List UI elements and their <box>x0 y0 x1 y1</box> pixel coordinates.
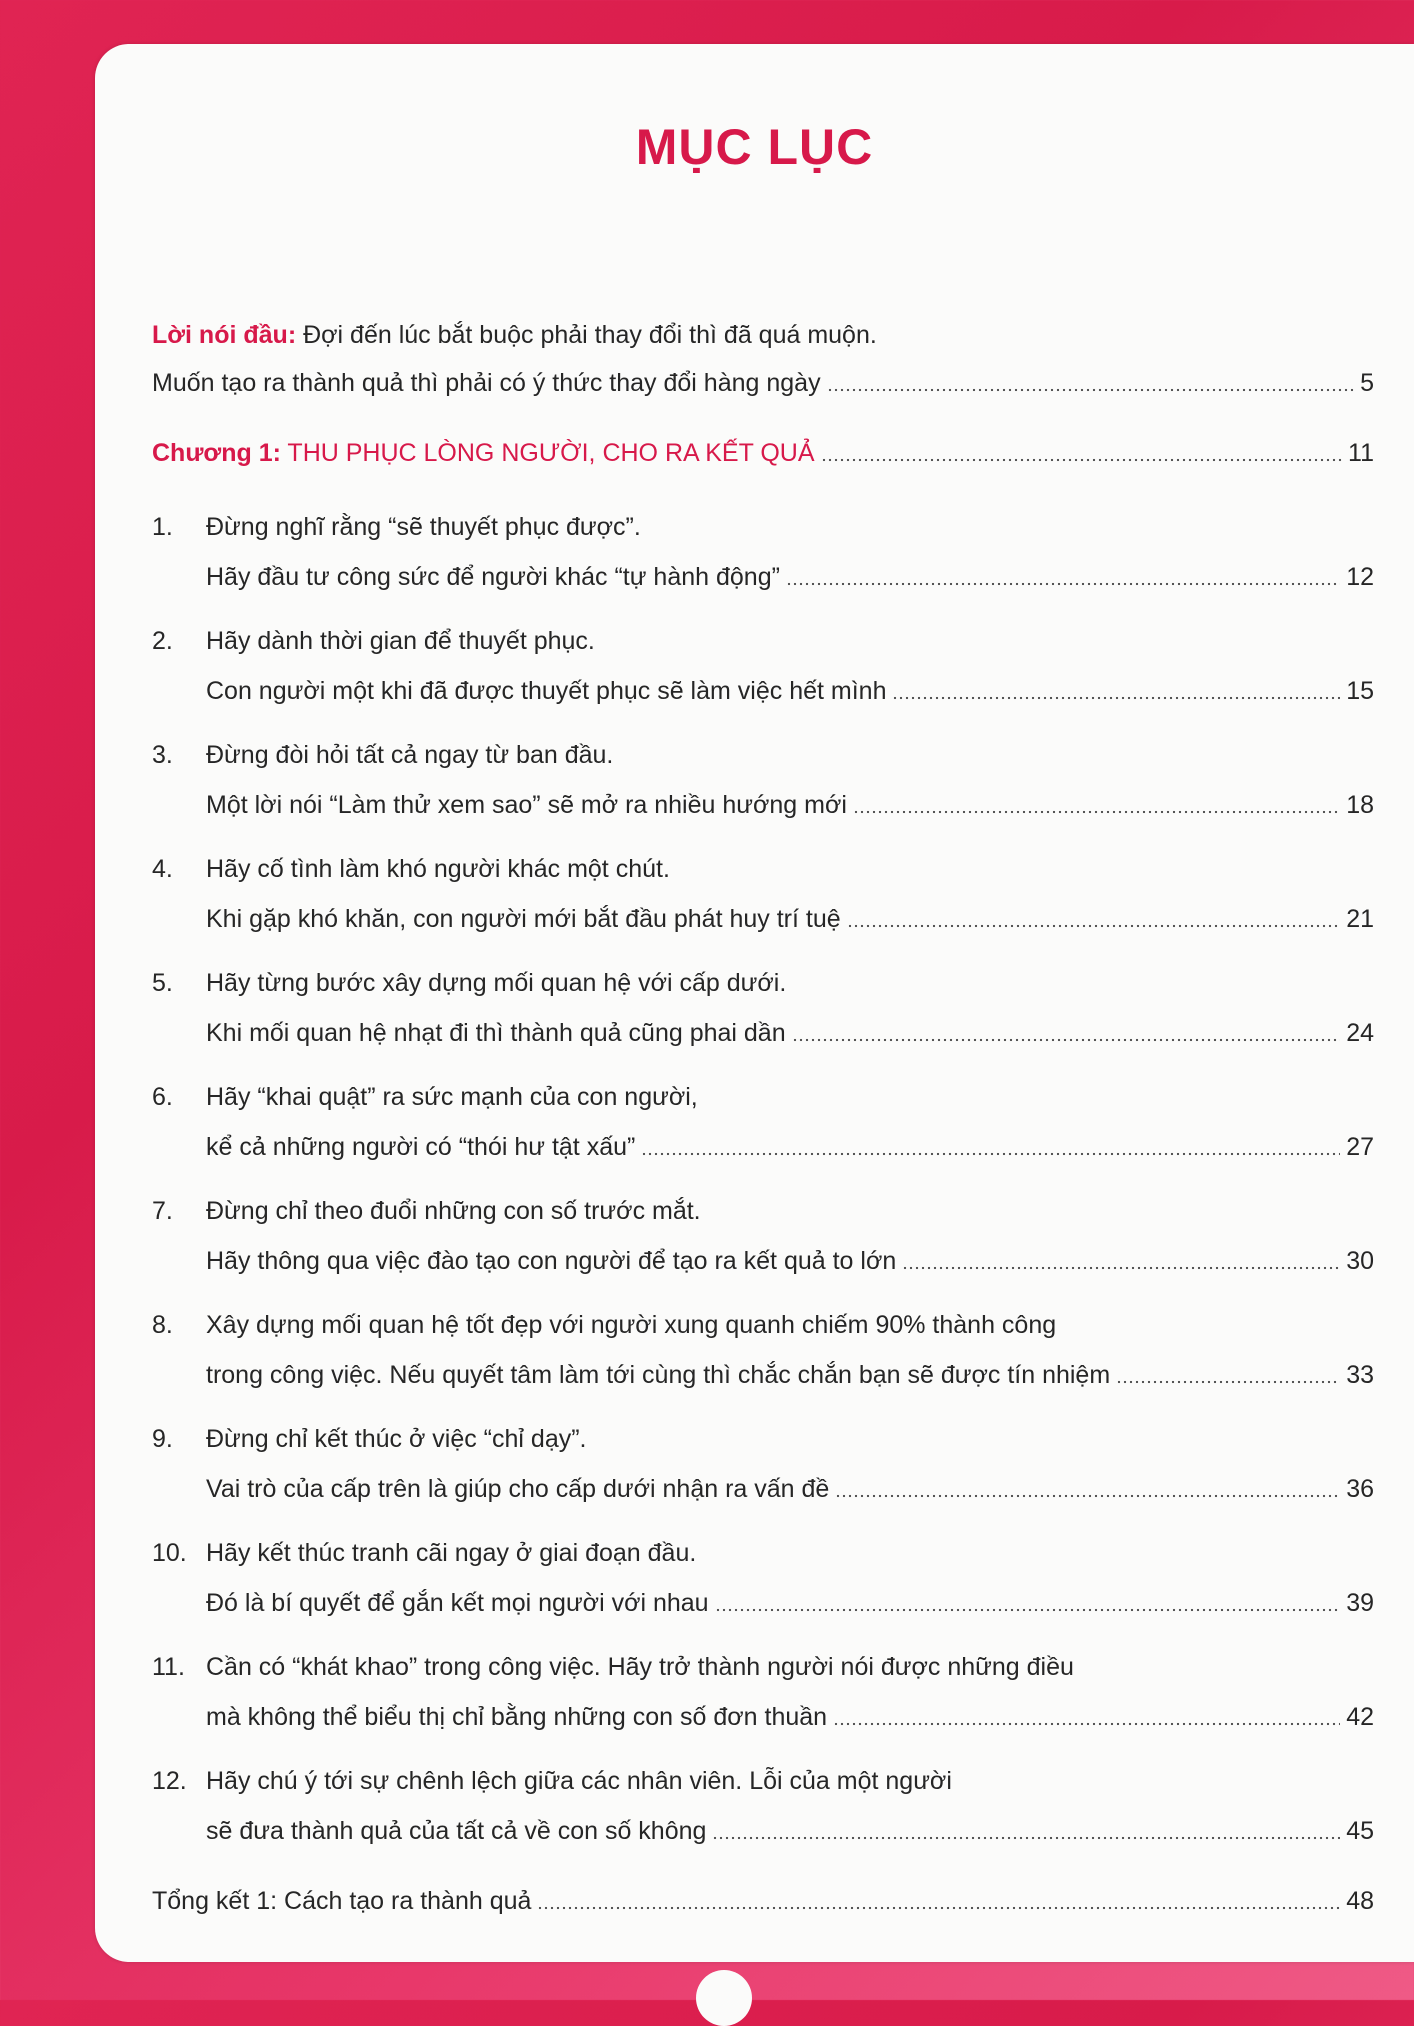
item-title-line-2: Đó là bí quyết để gắn kết mọi người với nhau <box>206 1589 709 1617</box>
item-number: 10. <box>152 1539 187 1567</box>
dot-leader <box>827 378 1355 392</box>
item-title-line-2: Con người một khi đã được thuyết phục sẽ làm việc hết mình <box>206 677 887 705</box>
dot-leader <box>835 1484 1340 1498</box>
item-title-line-1: Đừng đòi hỏi tất cả ngay từ ban đầu. <box>206 741 614 769</box>
toc-entry[interactable] <box>152 884 1374 934</box>
chapter-label: Chương 1: <box>152 439 281 467</box>
page-number: 18 <box>1346 791 1374 819</box>
item-title-line-2: Vai trò của cấp trên là giúp cho cấp dưới nhận ra vấn đề <box>206 1475 830 1503</box>
chapter-title: THU PHỤC LÒNG NGƯỜI, CHO RA KẾT QUẢ <box>287 439 815 467</box>
item-title-line-2: kể cả những người có “thói hư tật xấu” <box>206 1133 636 1161</box>
item-number: 8. <box>152 1311 173 1339</box>
item-title-line-2: Một lời nói “Làm thử xem sao” sẽ mở ra nhiều hướng mới <box>206 791 847 819</box>
item-title-line-1: Đừng chỉ kết thúc ở việc “chỉ dạy”. <box>206 1425 587 1453</box>
dot-leader <box>833 1712 1340 1726</box>
item-title-line-1: Hãy dành thời gian để thuyết phục. <box>206 627 595 655</box>
toc-entry-line-1 <box>152 492 1374 542</box>
page-number: 27 <box>1346 1133 1374 1161</box>
toc-entry[interactable] <box>152 1796 1374 1846</box>
page-number: 36 <box>1346 1475 1374 1503</box>
toc-entry[interactable] <box>152 1682 1374 1732</box>
dot-leader <box>792 1028 1341 1042</box>
dot-leader <box>641 1142 1340 1156</box>
item-title-line-1: Hãy từng bước xây dựng mối quan hệ với cấp dưới. <box>206 969 787 997</box>
page-number: 5 <box>1360 369 1374 397</box>
item-title-line-1: Đừng nghĩ rằng “sẽ thuyết phục được”. <box>206 513 641 541</box>
page-number: 30 <box>1346 1247 1374 1275</box>
item-title-line-1: Hãy “khai quật” ra sức mạnh của con người, <box>206 1083 698 1111</box>
item-number: 2. <box>152 627 173 655</box>
intro-text-2: Muốn tạo ra thành quả thì phải có ý thức thay đổi hàng ngày <box>152 369 821 397</box>
item-title-line-2: Hãy đầu tư công sức để người khác “tự hành động” <box>206 563 780 591</box>
item-title-line-2: Khi mối quan hệ nhạt đi thì thành quả cũng phai dần <box>206 1019 786 1047</box>
intro-label: Lời nói đầu: <box>152 321 297 349</box>
item-title-line-2: Hãy thông qua việc đào tạo con người để tạo ra kết quả to lớn <box>206 1247 897 1275</box>
item-title-line-2: Khi gặp khó khăn, con người mới bắt đầu phát huy trí tuệ <box>206 905 841 933</box>
item-number: 11. <box>152 1653 185 1681</box>
page-number: 15 <box>1346 677 1374 705</box>
page-number: 48 <box>1346 1887 1374 1915</box>
toc-entry-line-1 <box>152 1518 1374 1568</box>
toc-entry-line-1 <box>152 834 1374 884</box>
bottom-tab-decoration <box>696 1970 752 2026</box>
toc-entry-line-1 <box>152 1176 1374 1226</box>
item-number: 1. <box>152 513 173 541</box>
toc-entry-line-1 <box>152 606 1374 656</box>
toc-entry[interactable] <box>152 1226 1374 1276</box>
item-number: 9. <box>152 1425 173 1453</box>
page-number: 21 <box>1346 905 1374 933</box>
page-number: 11 <box>1348 439 1374 467</box>
page-number: 42 <box>1346 1703 1374 1731</box>
dot-leader <box>853 800 1340 814</box>
item-title-line-1: Hãy cố tình làm khó người khác một chút. <box>206 855 670 883</box>
toc-entry[interactable] <box>152 998 1374 1048</box>
page-number: 45 <box>1346 1817 1374 1845</box>
toc-entry-line-1 <box>152 1404 1374 1454</box>
toc-entry-intro[interactable] <box>152 348 1374 398</box>
item-title-line-1: Cần có “khát khao” trong công việc. Hãy trở thành người nói được những điều <box>206 1653 1074 1681</box>
item-number: 6. <box>152 1083 173 1111</box>
toc-entry[interactable] <box>152 1340 1374 1390</box>
item-title-line-1: Hãy chú ý tới sự chênh lệch giữa các nhân viên. Lỗi của một người <box>206 1767 952 1795</box>
dot-leader <box>786 572 1340 586</box>
page-title: MỤC LỤC <box>635 119 874 175</box>
toc-entry-chapter-1[interactable] <box>152 418 1374 468</box>
item-title-line-2: mà không thể biểu thị chỉ bằng những con số đơn thuần <box>206 1703 828 1731</box>
item-number: 5. <box>152 969 173 997</box>
page-number: 33 <box>1346 1361 1374 1389</box>
page-number: 12 <box>1346 563 1374 591</box>
toc-entry[interactable] <box>152 1568 1374 1618</box>
intro-line-1 <box>152 300 1374 350</box>
toc-entry[interactable] <box>152 656 1374 706</box>
dot-leader <box>715 1598 1341 1612</box>
item-number: 4. <box>152 855 173 883</box>
item-number: 3. <box>152 741 173 769</box>
page-number: 24 <box>1346 1019 1374 1047</box>
toc-entry-line-1 <box>152 1062 1374 1112</box>
dot-leader <box>712 1826 1340 1840</box>
dot-leader <box>821 448 1343 462</box>
dot-leader <box>847 914 1341 928</box>
dot-leader <box>902 1256 1340 1270</box>
item-title-line-2: sẽ đưa thành quả của tất cả về con số không <box>206 1817 707 1845</box>
toc-entry-line-1 <box>152 948 1374 998</box>
toc-entry-line-1 <box>152 720 1374 770</box>
toc-entry-line-1 <box>152 1632 1374 1682</box>
toc-entry[interactable] <box>152 1112 1374 1162</box>
summary-label: Tổng kết 1: Cách tạo ra thành quả <box>152 1887 532 1915</box>
dot-leader <box>892 686 1340 700</box>
toc-entry-line-1 <box>152 1746 1374 1796</box>
item-number: 7. <box>152 1197 173 1225</box>
page-number: 39 <box>1346 1589 1374 1617</box>
toc-entry-summary[interactable] <box>152 1866 1374 1916</box>
item-title-line-2: trong công việc. Nếu quyết tâm làm tới cùng thì chắc chắn bạn sẽ được tín nhiệm <box>206 1361 1111 1389</box>
toc-entry-line-1 <box>152 1290 1374 1340</box>
item-title-line-1: Hãy kết thúc tranh cãi ngay ở giai đoạn đầu. <box>206 1539 697 1567</box>
dot-leader <box>1116 1370 1340 1384</box>
item-title-line-1: Xây dựng mối quan hệ tốt đẹp với người xung quanh chiếm 90% thành công <box>206 1311 1057 1339</box>
item-title-line-1: Đừng chỉ theo đuổi những con số trước mắt. <box>206 1197 701 1225</box>
intro-text-1: Đợi đến lúc bắt buộc phải thay đổi thì đã quá muộn. <box>303 321 877 349</box>
toc-entry[interactable] <box>152 1454 1374 1504</box>
dot-leader <box>537 1896 1340 1910</box>
toc-entry[interactable] <box>152 770 1374 820</box>
item-number: 12. <box>152 1767 187 1795</box>
toc-entry[interactable] <box>152 542 1374 592</box>
